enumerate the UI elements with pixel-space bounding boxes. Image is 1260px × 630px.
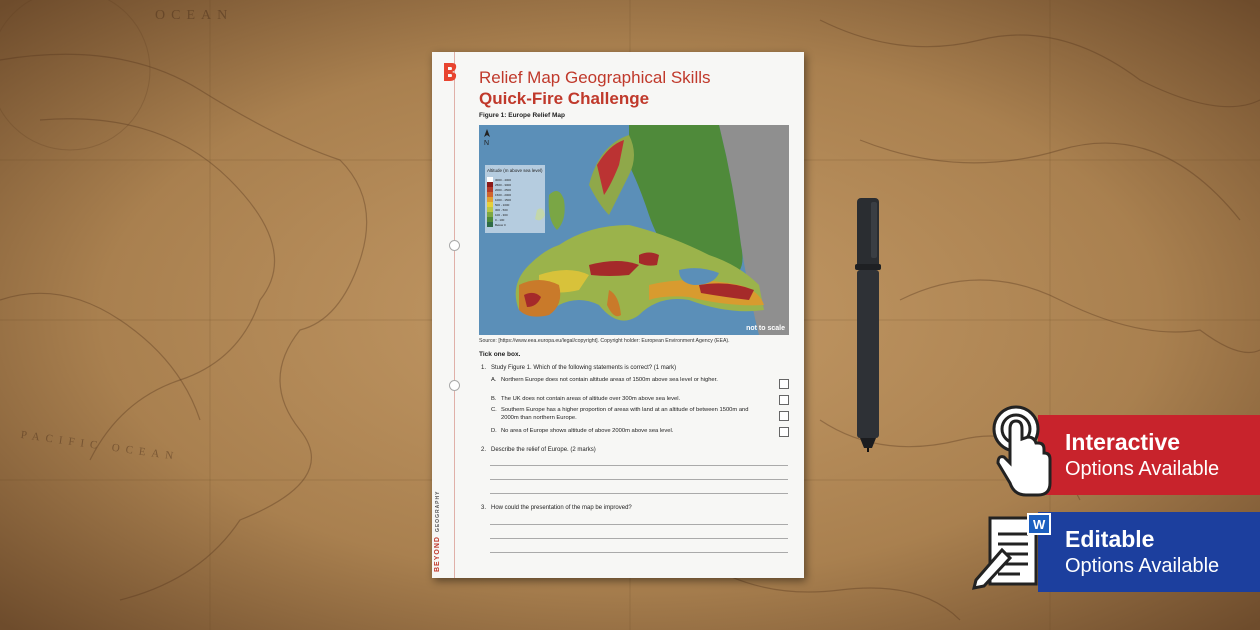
answer-line[interactable] (490, 552, 788, 553)
legend-label: 100 - 300 (495, 213, 508, 217)
answer-line[interactable] (490, 538, 788, 539)
ocean-label: OCEAN (155, 8, 234, 23)
question-number: 3. (481, 505, 487, 511)
pen-icon (854, 196, 882, 452)
question-number: 2. (481, 447, 487, 453)
legend-label: 3000 - 4000 (495, 178, 512, 182)
badge-subtitle: Options Available (1065, 458, 1220, 480)
badge-title: Editable (1065, 526, 1155, 552)
punch-hole (449, 240, 460, 251)
figure-caption: Figure 1: Europe Relief Map (479, 112, 565, 119)
map-scale-note: not to scale (746, 325, 785, 332)
answer-line[interactable] (490, 493, 788, 494)
north-label: N (484, 140, 490, 147)
europe-relief-map (479, 125, 789, 335)
badge-subtitle: Options Available (1065, 555, 1220, 577)
svg-text:W: W (1033, 517, 1046, 532)
question-text: Describe the relief of Europe. (2 marks) (491, 447, 596, 453)
map-legend-swatches (487, 177, 493, 227)
legend-label: 300 - 500 (495, 208, 508, 212)
brand-vertical: BEYONDGEOGRAPHY (434, 490, 441, 572)
map-source: Source: [https://www.eea.europa.eu/legal/copyright]. Copyright holder: European Environment Agency (EEA). (479, 338, 730, 344)
margin-line (454, 52, 455, 578)
pacific-ocean-label: PACIFIC OCEAN (19, 428, 180, 464)
map-legend-title: Altitude (m above sea level) (487, 168, 543, 173)
option-a-checkbox[interactable] (779, 379, 789, 389)
question-number: 1. (481, 365, 487, 371)
relief-map-image (479, 125, 789, 335)
legend-label: 1500 - 2000 (495, 193, 512, 197)
legend-label: 0 - 100 (495, 218, 505, 222)
option-d-checkbox[interactable] (779, 427, 789, 437)
question-text: How could the presentation of the map be improved? (491, 505, 632, 511)
answer-line[interactable] (490, 524, 788, 525)
option-b-checkbox[interactable] (779, 395, 789, 405)
legend-label: Below 0 (495, 223, 506, 227)
worksheet-subtitle: Quick-Fire Challenge (479, 89, 650, 108)
legend-label: 2000 - 2500 (495, 188, 512, 192)
answer-line[interactable] (490, 479, 788, 480)
editable-options-badge[interactable] (1038, 512, 1260, 592)
worksheet-title: Relief Map Geographical Skills (479, 68, 711, 87)
instruction: Tick one box. (479, 351, 521, 358)
interactive-options-badge[interactable] (1038, 415, 1260, 495)
badge-title: Interactive (1065, 429, 1181, 455)
beyond-logo-icon (442, 62, 458, 82)
punch-hole (449, 380, 460, 391)
legend-label: 1000 - 1500 (495, 198, 512, 202)
word-document-edit-icon (972, 512, 1054, 590)
touch-hand-icon (992, 403, 1056, 501)
answer-line[interactable] (490, 465, 788, 466)
option-c-checkbox[interactable] (779, 411, 789, 421)
legend-label: 2500 - 3000 (495, 183, 512, 187)
worksheet: BEYONDGEOGRAPHY Relief Map Geographical Skills Quick-Fire Challenge Figure 1: Europe Relief Map Altitude (m above sea level) 3000 - 4000 2500 - 3000 2000 - 2500 1500 - 2000 1000 - 1500 500 - 1000 300 - 500 100 - 300 0 - 100 Below 0 N not to scale Source: [https://www.eea.europa.eu/legal/copyright]. Copyright holder: European Environment Agency (EEA). Tick one box. 1. Study Figure 1. Which of the following statements is correct? (1 mark) A. Northern Europe does not contain altitude areas of 1500m above sea level or higher. B. The UK does not contain areas of altitude over 300m above sea level. C. Southern Europe has a higher proportion of areas with land at an altitude of between 1500m and 2000m than northern Europe. D. No area of Europe shows altitude of above 2000m above sea level. 2. Describe the relief of Europe. (2 marks) 3. How could the presentation of the map be improved? (432, 52, 804, 578)
legend-label: 500 - 1000 (495, 203, 510, 207)
question-text: Study Figure 1. Which of the following statements is correct? (1 mark) (491, 365, 677, 371)
